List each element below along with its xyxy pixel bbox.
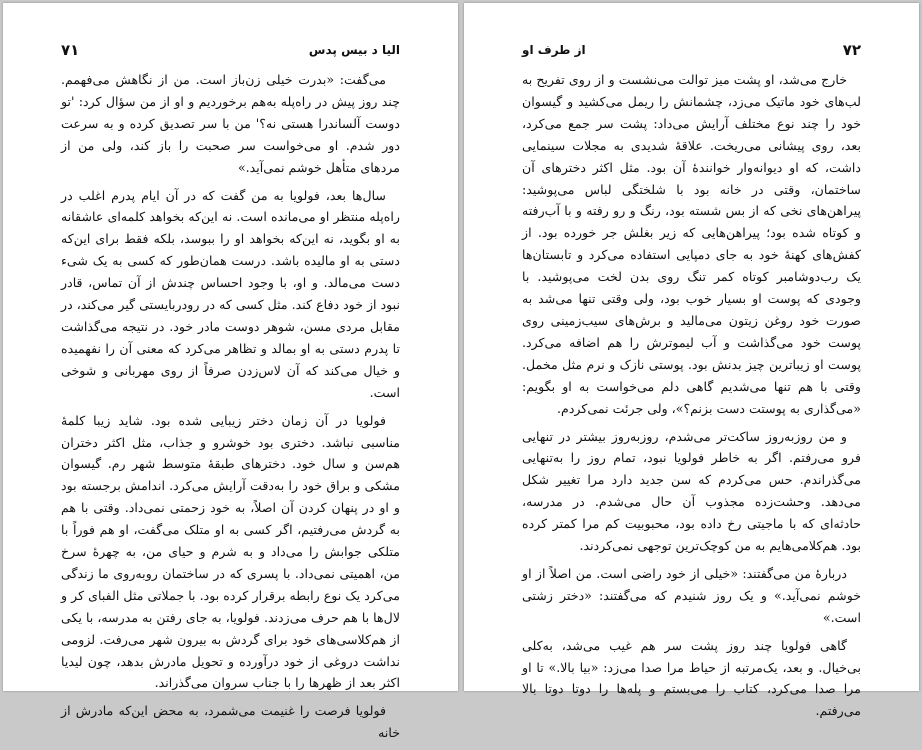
paragraph: دربارهٔ من می‌گفتند: «خیلی از خود راضی است. من اصلاً از او خوشم نمی‌آید.» و یک روز شنیدم که می‌گفتند: «دختر زشتی است.» — [522, 565, 861, 625]
left-page-header — [61, 40, 400, 60]
paragraph: فولویا در آن زمان دختر زیبایی شده بود. شاید زیبا کلمهٔ مناسبی نباشد. دختری بود خوشرو و جذاب، مثل اکثر دختران هم‌سن و سال خود. دخترهای طبقهٔ متوسط شهر رم. گیسوان مشکی و براق خود را به‌دقت آرایش می‌کرد. اندامش برجسته بود و او در پنهان کردن آن اصلاً، به خود زحمتی نمی‌داد. وقتی با هم به گردش می‌رفتیم، اگر کسی به او متلک می‌گفت، او هم فوراً با متلکی جوابش را می‌داد و به شرم و حیای من، به چهرهٔ سرخ من، اهمیتی نمی‌داد. با پسری که در ساختمان روبه‌روی ما زندگی می‌کرد یک نوع رابطه برقرار کرده بود. با جملاتی مثل الفبای کر و لال‌ها با هم حرف می‌زدند. فولویا، به جای رفتن به مدرسه، با یکی از هم‌کلاسی‌های خود برای گردش به بیرون شهر می‌رفت. لزومی نداشت دروغی از خود درآورده و تحویل مادرش بدهد، چون لیدیا اکثر بعد از ظهرها را با جناب سروان می‌گذراند. — [61, 412, 400, 691]
left-page-body — [61, 69, 400, 750]
paragraph: سال‌ها بعد، فولویا به من گفت که در آن ایام پدرم اغلب در راه‌پله منتظر او می‌مانده است. نه این‌که بخواهد کلمه‌ای عاشقانه به او بگوید، نه این‌که بخواهد او را ببوسد، بلکه فقط برای این‌که دستی به او مالیده باشد. درست همان‌طور که کسی به یک شیء دست می‌مالد. و او، با وجود احساس چندش از آن تماس، قادر نبود از خود دفاع کند. مثل کسی که در رودربایستی گیر می‌کند، در مقابل مردی مسن، شوهر دوست مادر خود. در نتیجه می‌گذاشت تا پدرم دستی به او بمالد و تظاهر می‌کرد که معنی آن را نفهمیده و خیال می‌کند که آن لاس‌زدن صرفاً از روی مهربانی و شوخی است. — [61, 187, 400, 400]
right-page — [464, 3, 919, 719]
running-title: از طرف او — [522, 43, 586, 57]
right-page-body — [522, 69, 861, 728]
paragraph: و من روزبه‌روز ساکت‌تر می‌شدم، روزبه‌روز بیشتر در تنهایی فرو می‌رفتم. اگر به خاطر فولویا نبود، تمام روز را به‌تنهایی می‌گذراندم. حس می‌کردم که سن جدید دارد مرا تغییر شکل می‌دهد. وحشت‌زده مجذوب آن حال می‌شدم. در مدرسه، حادثه‌ای که با ماجیتی رخ داده بود، محبوبیت کم مرا کمتر کرده بود. هم‌کلامی‌هایم به من کوچک‌ترین توجهی نمی‌کردند. — [522, 428, 861, 554]
page-number: ۷۲ — [842, 41, 861, 59]
left-page — [3, 3, 458, 741]
paragraph: می‌گفت: «بدرت خیلی زن‌باز است. من از نگاهش می‌فهمم. چند روز پیش در راه‌پله به‌هم برخوردیم و او از من سؤال کرد: 'تو دوست آلساندرا هستی نه؟' من با سر تصدیق کرده و به سرعت دور شدم. او می‌خواست سر صحبت را باز کند، ولی من از مردهای متأهل خوشم نمی‌آید.» — [61, 72, 400, 175]
paragraph: فولویا فرصت را غنیمت می‌شمرد، به محض این‌که مادرش از خانه — [61, 703, 400, 741]
paragraph: خارج می‌شد، او پشت میز توالت می‌نشست و از روی تفریح به لب‌های خود ماتیک می‌زد، چشمانش را ریمل می‌کشید و گیسوان خود را چند نوع مختلف آرایش می‌داد: پشت سر جمع می‌کرد، بعد، روی پیشانی می‌ریخت. علاقهٔ شدیدی به مجلات سینمایی داشت، که او دیوانه‌وار خواننده‌ٔ آن بود. مثل اکثر دخترهای آن ساختمان، وقتی در خانه بود با شلختگی لباس می‌پوشید: پیراهن‌های نخی که از بس شسته بود، رنگ و رو رفته و با آب‌رفته و کوتاه شده بود؛ پیراهن‌هایی که زیر بغلش جر خورده بود. از کفش‌های کهنهٔ خود به جای دمپایی استفاده می‌کرد و تابستان‌ها یک رب‌دوشامبر کوتاه کمر تنگ روی بدن لخت می‌پوشید. با وجودی که پوست او بسیار خوب بود، ولی وقتی تنها می‌شد به صورت خود روغن زیتون می‌مالید و برش‌های سیب‌زمینی روی پوست خود می‌گذاشت و آب لیموترش را هم اضافه می‌کرد. پوست او زیباترین چیز بدنش بود. پوستی نازک و نرم مثل مخمل. وقتی با هم تنها می‌شدیم گاهی دلم می‌خواست به او بگویم: «می‌گذاری به پوستت دست بزنم؟»، ولی جرئت نمی‌کردم. — [522, 72, 861, 416]
paragraph: گاهی فولویا چند روز پشت سر هم غیب می‌شد، به‌کلی بی‌خیال. و بعد، یک‌مرتبه از حیاط مرا صدا می‌زد: «بیا بالا.» تا او مرا صدا می‌کرد، کتاب را می‌بستم و پله‌ها را دوتا دوتا بالا می‌رفتم. — [522, 637, 861, 719]
page-number: ۷۱ — [61, 41, 80, 59]
running-title: الیا د بیس پدس — [308, 43, 400, 57]
right-page-header — [522, 40, 861, 60]
